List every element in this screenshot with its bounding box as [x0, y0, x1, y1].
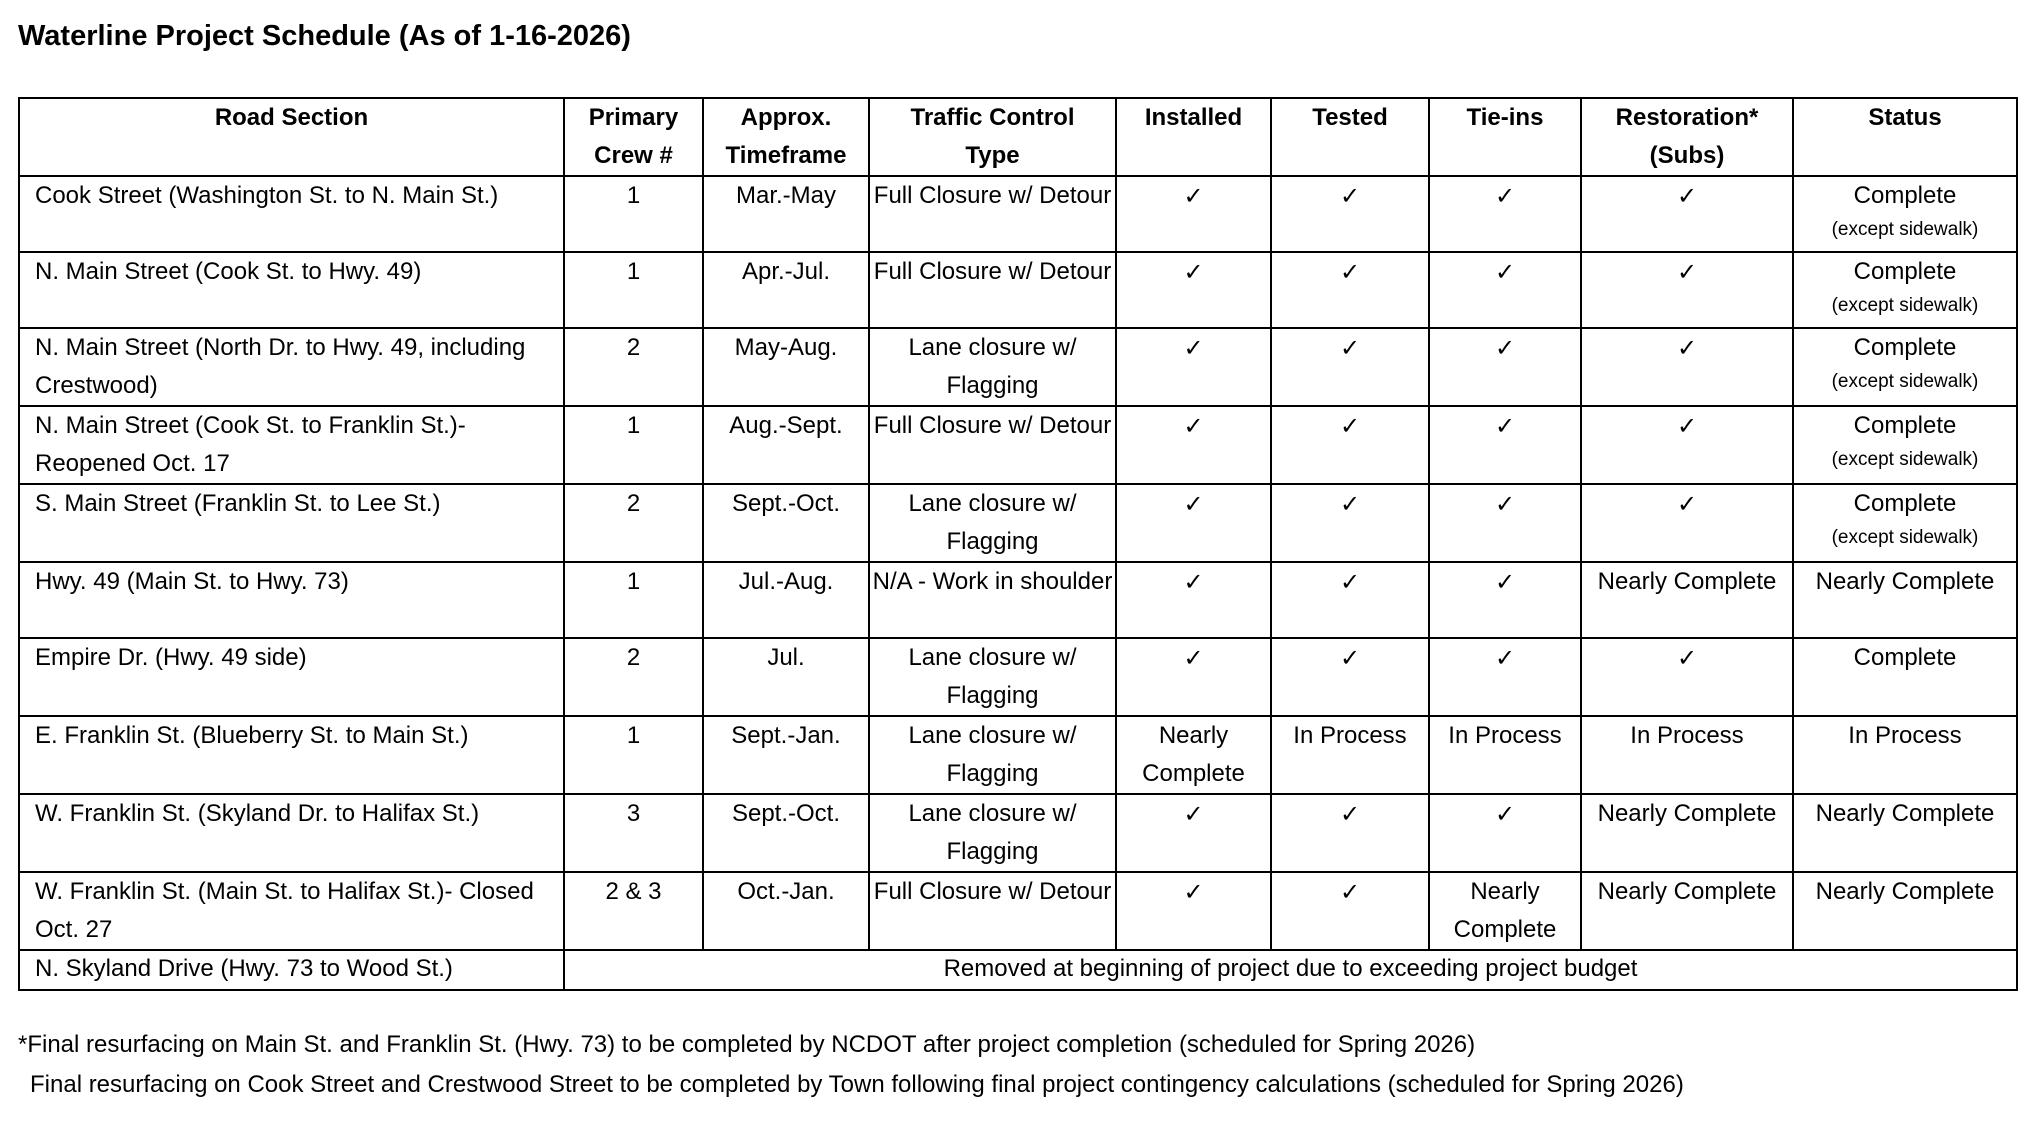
status-note: (except sidewalk): [1831, 371, 1979, 392]
cell-traffic-control: [869, 716, 1116, 794]
cell-crew: [564, 872, 703, 950]
cell-tested: [1271, 328, 1429, 406]
table-row: [19, 176, 2017, 252]
cell-restoration-text: Nearly Complete: [1597, 568, 1777, 595]
cell-crew: [564, 252, 703, 328]
cell-timeframe-text: Sept.-Oct.: [731, 800, 841, 827]
cell-restoration: [1581, 252, 1793, 328]
cell-road-section-text: Hwy. 49 (Main St. to Hwy. 73): [35, 568, 349, 595]
cell-tie-ins: [1429, 328, 1581, 406]
cell-installed: [1116, 794, 1271, 872]
cell-timeframe: [703, 406, 869, 484]
cell-restoration-text: Nearly Complete: [1597, 800, 1777, 827]
cell-restoration: [1581, 562, 1793, 638]
page-title: Waterline Project Schedule (As of 1-16-2026): [18, 20, 631, 52]
checkmark-icon: ✓: [1676, 258, 1698, 286]
cell-timeframe-text: Jul.-Aug.: [738, 568, 834, 595]
cell-status-text: Complete: [1853, 412, 1957, 439]
checkmark-icon: ✓: [1676, 412, 1698, 440]
header-timeframe: [703, 98, 869, 176]
cell-road-section-text: S. Main Street (Franklin St. to Lee St.): [35, 490, 441, 517]
cell-tie-ins: [1429, 638, 1581, 716]
cell-traffic-control-text: Full Closure w/ Detour: [873, 412, 1112, 439]
checkmark-icon: ✓: [1339, 334, 1361, 362]
cell-timeframe: [703, 872, 869, 950]
cell-timeframe-text: Jul.: [767, 644, 805, 671]
header-tested: [1271, 98, 1429, 176]
checkmark-icon: ✓: [1339, 412, 1361, 440]
cell-tested: [1271, 252, 1429, 328]
cell-restoration: [1581, 406, 1793, 484]
checkmark-icon: ✓: [1494, 644, 1516, 672]
checkmark-icon: ✓: [1494, 800, 1516, 828]
checkmark-icon: ✓: [1676, 334, 1698, 362]
cell-crew-text: 1: [626, 258, 641, 285]
cell-crew-text: 1: [626, 722, 641, 749]
checkmark-icon: ✓: [1339, 800, 1361, 828]
cell-installed: [1116, 716, 1271, 794]
cell-traffic-control: [869, 406, 1116, 484]
cell-road-section: [19, 176, 564, 252]
cell-installed: [1116, 638, 1271, 716]
cell-traffic-control-text: Lane closure w/ Flagging: [908, 644, 1077, 709]
checkmark-icon: ✓: [1494, 412, 1516, 440]
cell-status-text: Complete: [1853, 258, 1957, 285]
checkmark-icon: ✓: [1339, 644, 1361, 672]
cell-crew: [564, 562, 703, 638]
table-row: [19, 328, 2017, 406]
cell-crew-text: 2: [626, 334, 641, 361]
cell-road-section-text: N. Main Street (Cook St. to Hwy. 49): [35, 258, 422, 285]
cell-crew: [564, 794, 703, 872]
cell-tie-ins: [1429, 794, 1581, 872]
header-label: Timeframe: [725, 142, 847, 169]
cell-crew-text: 2 & 3: [605, 878, 662, 905]
cell-tested: [1271, 638, 1429, 716]
cell-traffic-control-text: Full Closure w/ Detour: [873, 258, 1112, 285]
cell-timeframe: [703, 484, 869, 562]
status-note: (except sidewalk): [1831, 527, 1979, 548]
cell-installed: [1116, 872, 1271, 950]
cell-road-section: [19, 406, 564, 484]
cell-crew-text: 2: [626, 644, 641, 671]
cell-restoration-text: Nearly Complete: [1597, 878, 1777, 905]
table-row: [19, 716, 2017, 794]
header-label: Tie-ins: [1466, 104, 1544, 131]
cell-timeframe: [703, 638, 869, 716]
cell-timeframe-text: Aug.-Sept.: [729, 412, 843, 439]
cell-crew-text: 1: [626, 412, 641, 439]
checkmark-icon: ✓: [1676, 644, 1698, 672]
cell-status-text: Complete: [1853, 182, 1957, 209]
header-label: Road Section: [214, 104, 369, 131]
checkmark-icon: ✓: [1183, 800, 1204, 828]
checkmark-icon: ✓: [1494, 182, 1516, 210]
cell-timeframe-text: Apr.-Jul.: [741, 258, 831, 285]
header-label: Restoration*: [1615, 104, 1759, 131]
cell-restoration: [1581, 638, 1793, 716]
cell-traffic-control: [869, 176, 1116, 252]
cell-installed: [1116, 328, 1271, 406]
cell-road-section: [19, 794, 564, 872]
cell-crew: [564, 484, 703, 562]
checkmark-icon: ✓: [1183, 568, 1204, 596]
cell-road-section-text: Cook Street (Washington St. to N. Main St.): [35, 182, 499, 209]
checkmark-icon: ✓: [1183, 878, 1204, 906]
cell-traffic-control: [869, 562, 1116, 638]
cell-road-section: [19, 484, 564, 562]
cell-timeframe: [703, 716, 869, 794]
cell-restoration: [1581, 484, 1793, 562]
cell-tested-text: In Process: [1293, 722, 1407, 749]
cell-tie-ins: [1429, 406, 1581, 484]
cell-tested: [1271, 484, 1429, 562]
checkmark-icon: ✓: [1183, 182, 1204, 210]
cell-traffic-control-text: Lane closure w/ Flagging: [908, 800, 1077, 865]
header-installed: [1116, 98, 1271, 176]
header-traffic-control: [869, 98, 1116, 176]
cell-timeframe-text: Sept.-Oct.: [731, 490, 841, 517]
cell-crew: [564, 176, 703, 252]
cell-installed: [1116, 176, 1271, 252]
cell-status-text: In Process: [1848, 722, 1962, 749]
table-row: [19, 872, 2017, 950]
checkmark-icon: ✓: [1183, 644, 1204, 672]
cell-timeframe-text: May-Aug.: [734, 334, 838, 361]
cell-tested: [1271, 872, 1429, 950]
cell-road-section: N. Skyland Drive (Hwy. 73 to Wood St.): [19, 950, 564, 990]
cell-crew-text: 2: [626, 490, 641, 517]
header-label: (Subs): [1649, 142, 1725, 169]
checkmark-icon: ✓: [1339, 258, 1361, 286]
cell-road-section-text: W. Franklin St. (Skyland Dr. to Halifax St.): [35, 800, 480, 827]
cell-status: [1793, 406, 2017, 484]
schedule-table: [18, 97, 2018, 991]
table-row: [19, 638, 2017, 716]
cell-traffic-control: [869, 328, 1116, 406]
header-label: Approx.: [740, 104, 832, 131]
checkmark-icon: ✓: [1494, 258, 1516, 286]
header-label: Tested: [1312, 104, 1388, 131]
cell-road-section: [19, 872, 564, 950]
cell-restoration: [1581, 328, 1793, 406]
cell-status-text: Complete: [1853, 490, 1957, 517]
cell-installed: [1116, 406, 1271, 484]
header-label: Crew #: [594, 142, 673, 169]
header-label: Status: [1868, 104, 1942, 131]
cell-crew-text: 3: [626, 800, 641, 827]
checkmark-icon: ✓: [1494, 490, 1516, 518]
cell-traffic-control: [869, 638, 1116, 716]
cell-crew-text: 1: [626, 568, 641, 595]
cell-traffic-control-text: Lane closure w/ Flagging: [908, 490, 1077, 555]
header-label: Traffic Control: [910, 104, 1075, 131]
cell-status-text: Nearly Complete: [1815, 800, 1995, 827]
status-note: (except sidewalk): [1831, 219, 1979, 240]
checkmark-icon: ✓: [1183, 412, 1204, 440]
cell-tested: [1271, 562, 1429, 638]
cell-traffic-control-text: N/A - Work in shoulder: [872, 568, 1113, 595]
cell-status: [1793, 716, 2017, 794]
header-primary-crew: [564, 98, 703, 176]
status-note: (except sidewalk): [1831, 295, 1979, 316]
cell-timeframe: [703, 176, 869, 252]
checkmark-icon: ✓: [1676, 490, 1698, 518]
cell-road-section: [19, 638, 564, 716]
cell-restoration: [1581, 176, 1793, 252]
cell-traffic-control-text: Lane closure w/ Flagging: [908, 334, 1077, 399]
cell-status: [1793, 252, 2017, 328]
cell-tie-ins: [1429, 176, 1581, 252]
cell-tie-ins: [1429, 872, 1581, 950]
cell-road-section-text: E. Franklin St. (Blueberry St. to Main St.): [35, 722, 469, 749]
cell-removed-note: Removed at beginning of project due to exceeding project budget: [564, 950, 2017, 990]
cell-traffic-control: [869, 794, 1116, 872]
cell-crew: [564, 406, 703, 484]
header-row: [19, 98, 2017, 176]
cell-tested: [1271, 406, 1429, 484]
footnotes: [18, 1025, 1684, 1105]
cell-tie-ins: [1429, 716, 1581, 794]
table-row: [19, 562, 2017, 638]
cell-timeframe: [703, 562, 869, 638]
cell-tie-ins: [1429, 252, 1581, 328]
cell-traffic-control: [869, 872, 1116, 950]
cell-road-section: [19, 252, 564, 328]
table-row: [19, 794, 2017, 872]
cell-timeframe-text: Oct.-Jan.: [737, 878, 835, 905]
footnote-ncdot: *Final resurfacing on Main St. and Franklin St. (Hwy. 73) to be completed by NCDOT after project completion (scheduled for Spring 2026): [18, 1031, 1476, 1058]
cell-status: [1793, 638, 2017, 716]
cell-status: [1793, 562, 2017, 638]
cell-restoration: [1581, 716, 1793, 794]
cell-timeframe-text: Mar.-May: [735, 182, 836, 209]
checkmark-icon: ✓: [1183, 490, 1204, 518]
cell-timeframe: [703, 252, 869, 328]
cell-crew: [564, 328, 703, 406]
cell-road-section-text: W. Franklin St. (Main St. to Halifax St.)- Closed Oct. 27: [35, 878, 534, 943]
cell-timeframe-text: Sept.-Jan.: [731, 722, 841, 749]
cell-road-section-text: N. Main Street (North Dr. to Hwy. 49, including Crestwood): [35, 334, 526, 399]
header-label: Type: [965, 142, 1020, 169]
cell-tested: [1271, 794, 1429, 872]
cell-restoration: [1581, 794, 1793, 872]
cell-status-text: Complete: [1853, 334, 1957, 361]
table-row: [19, 252, 2017, 328]
table-row: [19, 484, 2017, 562]
cell-traffic-control: [869, 484, 1116, 562]
header-road-section: [19, 98, 564, 176]
header-label: Primary: [588, 104, 679, 131]
footnote-town: Final resurfacing on Cook Street and Crestwood Street to be completed by Town following final project contingency calculations (scheduled for Spring 2026): [30, 1071, 1684, 1098]
checkmark-icon: ✓: [1339, 878, 1361, 906]
checkmark-icon: ✓: [1494, 568, 1516, 596]
cell-status: [1793, 328, 2017, 406]
checkmark-icon: ✓: [1183, 334, 1204, 362]
header-label: Installed: [1144, 104, 1243, 131]
cell-status: [1793, 484, 2017, 562]
table-row: [19, 406, 2017, 484]
cell-timeframe: [703, 328, 869, 406]
cell-tested: [1271, 176, 1429, 252]
cell-installed: [1116, 562, 1271, 638]
checkmark-icon: ✓: [1494, 334, 1516, 362]
cell-installed: [1116, 252, 1271, 328]
cell-restoration: [1581, 872, 1793, 950]
status-note: (except sidewalk): [1831, 449, 1979, 470]
cell-road-section: [19, 716, 564, 794]
cell-status: [1793, 794, 2017, 872]
checkmark-icon: ✓: [1339, 182, 1361, 210]
cell-installed: [1116, 484, 1271, 562]
checkmark-icon: ✓: [1339, 490, 1361, 518]
cell-restoration-text: In Process: [1630, 722, 1744, 749]
cell-tested: [1271, 716, 1429, 794]
cell-road-section: [19, 328, 564, 406]
cell-status-text: Complete: [1853, 644, 1957, 671]
cell-status: [1793, 872, 2017, 950]
cell-status-text: Nearly Complete: [1815, 568, 1995, 595]
cell-road-section-text: Empire Dr. (Hwy. 49 side): [35, 644, 307, 671]
cell-traffic-control: [869, 252, 1116, 328]
cell-traffic-control-text: Full Closure w/ Detour: [873, 878, 1112, 905]
cell-crew: [564, 638, 703, 716]
cell-traffic-control-text: Lane closure w/ Flagging: [908, 722, 1077, 787]
cell-traffic-control-text: Full Closure w/ Detour: [873, 182, 1112, 209]
cell-road-section: [19, 562, 564, 638]
cell-road-section-text: N. Main Street (Cook St. to Franklin St.)- Reopened Oct. 17: [35, 412, 466, 477]
checkmark-icon: ✓: [1676, 182, 1698, 210]
cell-installed-text: Nearly Complete: [1142, 722, 1245, 787]
cell-status: [1793, 176, 2017, 252]
cell-tie-ins-text: In Process: [1448, 722, 1562, 749]
cell-crew-text: 1: [626, 182, 641, 209]
checkmark-icon: ✓: [1183, 258, 1204, 286]
cell-tie-ins-text: Nearly Complete: [1453, 878, 1557, 943]
cell-tie-ins: [1429, 562, 1581, 638]
checkmark-icon: ✓: [1339, 568, 1361, 596]
header-restoration: [1581, 98, 1793, 176]
header-tie-ins: [1429, 98, 1581, 176]
cell-status-text: Nearly Complete: [1815, 878, 1995, 905]
table-row-removed: [19, 950, 2017, 990]
header-status: [1793, 98, 2017, 176]
cell-tie-ins: [1429, 484, 1581, 562]
cell-crew: [564, 716, 703, 794]
cell-timeframe: [703, 794, 869, 872]
